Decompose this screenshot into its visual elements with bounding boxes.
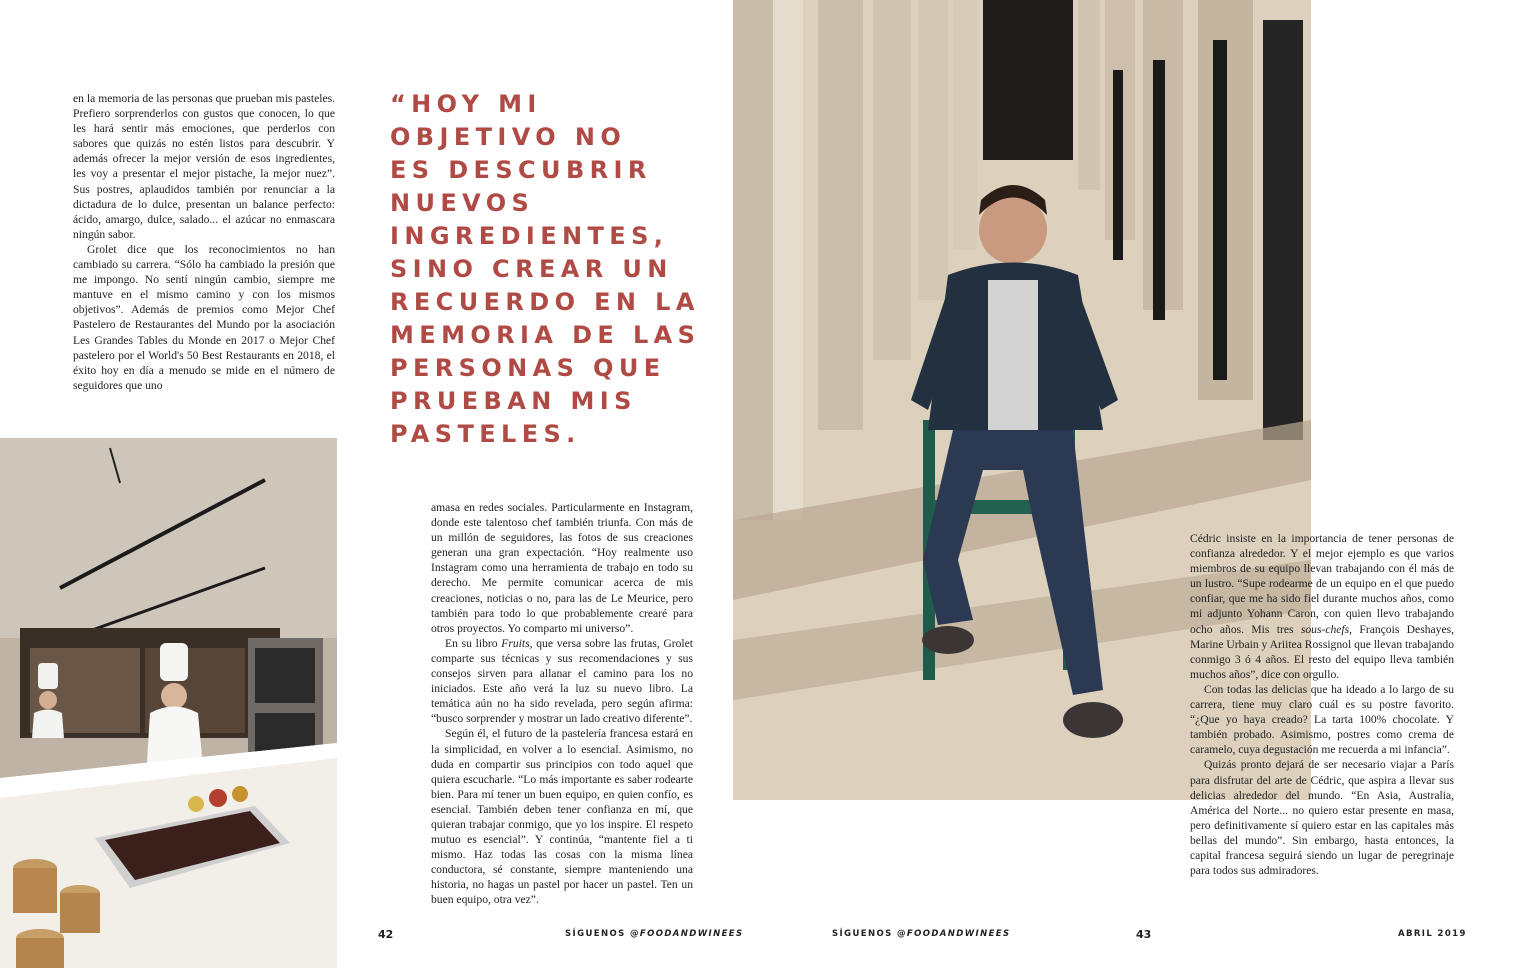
pull-quote (390, 88, 710, 451)
social-prefix: SÍGUENOS @ (832, 929, 907, 939)
kitchen-photo (0, 438, 337, 968)
social-tag-left (565, 929, 744, 939)
body-column-1 (73, 91, 335, 393)
social-handle: FOODANDWINEES (906, 929, 1011, 939)
paragraph: Con todas las delicias que ha ideado a lo largo de su carrera, tiene muy claro cuál es su postre favorito. “¿Que yo haya creado? La tarta 100% chocolate. Y también probado. Asimismo, postres como crema de caramelo, cuya degustación me recuerda a mi infancia”. (1190, 682, 1454, 757)
paragraph: Quizás pronto dejará de ser necesario viajar a París para disfrutar del arte de Cédric, que aspira a llevar sus delicias alrededor del mundo. “En Asia, Australia, América del Norte... no quiero estar presente en masa, pero definitivamente sí quiero estar en las capitales más bellas del mundo”. Sin embargo, hasta entonces, la capital francesa seguirá siendo un lugar de peregrinaje para todos sus admiradores. (1190, 758, 1454, 878)
paragraph: Según él, el futuro de la pastelería francesa estará en la simplicidad, en volver a lo esencial. Asimismo, no duda en compartir sus principios con todo aquel que quiera escucharle. “Lo más importante es saber rodearte bien. Para mí tener un buen equipo, en quien confío, es esencial. También deben tener confianza en mí, que quieran trabajar conmigo, que yo los inspire. El respeto mutuo es esencial”. Y continúa, “mantente fiel a ti mismo. Haz todas las cosas con la misma línea conductora, sé constante, siempre manteniendo una historia, no hagas un pastel por hacer un pastel. Ten un buen equipo, otra vez”. (431, 727, 693, 907)
paragraph: en la memoria de las personas que prueban mis pasteles. Prefiero sorprenderlos con gustos que conocen, lo que les hará sentir más emociones, que perderlos con sabores que quizás no estén listos para descubrir. Y además ofrecer la mejor versión de esos ingredientes, les voy a presentar el mejor pistache, la mejor nuez”. Sus postres, aplaudidos también por renunciar a la dictadura de lo dulce, presentan un balance perfecto: ácido, amargo, dulce, salado... el azúcar no enmascara ningún sabor. (73, 92, 335, 241)
pull-quote-line: PERSONAS QUE (390, 354, 666, 382)
page-number-right: 43 (1136, 928, 1152, 941)
pull-quote-line: MEMORIA DE LAS (390, 321, 701, 349)
pull-quote-line: INGREDIENTES, (390, 222, 669, 250)
social-tag-right (832, 929, 1011, 939)
book-title: Fruits (501, 636, 530, 650)
paragraph (1190, 531, 1454, 682)
pull-quote-line: “HOY MI (390, 90, 542, 118)
paragraph: amasa en redes sociales. Particularmente en Instagram, donde este talentoso chef también triunfa. Con más de un millón de seguidores, las fotos de sus creaciones generan una gran expectación. “Hoy realmente uso Instagram como una herramienta de trabajo en todo su derecho. Me permite comunicar acerca de mis creaciones, noticias o no, para las de Le Meurice, pero también para todo lo que probablemente crearé para otros proyectos. Yo comparto mi universo”. (431, 501, 693, 635)
paragraph: Grolet dice que los reconocimientos no han cambiado su carrera. “Sólo ha cambiado la presión que me impongo. No sentí ningún cambio, siempre me mantuve en el mismo camino y con los mismos objetivos”. Además de premios como Mejor Chef Pastelero de Restaurantes del Mundo por la asociación Les Grandes Tables du Monde en 2017 o Mejor Chef pastelero por el World's 50 Best Restaurants en 2018, el éxito hoy en día a menudo se mide en el número de seguidores que uno (73, 242, 335, 392)
pull-quote-line: NUEVOS (390, 189, 535, 217)
pull-quote-line: ES DESCUBRIR (390, 156, 652, 184)
pull-quote-line: OBJETIVO NO (390, 123, 627, 151)
text-run: , que versa sobre las frutas, Grolet comparte sus técnicas y sus recomendaciones y sus consejos sirven para allanar el camino para los no iniciados. Este año verá la luz su nuevo libro. La temática aún no ha sido revelada, pero según afirma: “busco sorprender y mostrar un lado creativo diferente”. (431, 636, 693, 726)
pull-quote-line: RECUERDO EN LA (390, 288, 700, 316)
italic-term: sous-chefs (1300, 622, 1350, 636)
paragraph (431, 636, 693, 727)
social-handle: FOODANDWINEES (639, 929, 744, 939)
pull-quote-line: SINO CREAR UN (390, 255, 673, 283)
text-run: En su libro (445, 636, 502, 650)
pull-quote-line: PASTELES. (390, 420, 581, 448)
body-column-2 (431, 500, 693, 908)
page-number-left: 42 (378, 928, 394, 941)
body-column-3 (1190, 531, 1454, 878)
issue-date: ABRIL 2019 (1398, 929, 1467, 939)
social-prefix: SÍGUENOS @ (565, 929, 640, 939)
text-run: , François Deshayes, Marine Urbain y Ariitea Rossignol que llevan trabajando conmigo 3 ó 4 años. El resto del equipo lleva también muchos años”, dice con orgullo. (1190, 622, 1454, 681)
pull-quote-line: PRUEBAN MIS (390, 387, 637, 415)
text-run: Cédric insiste en la importancia de tener personas de confianza alrededor. Y el mejor ejemplo es que varios miembros de su equipo llevan trabajando con él más de un lustro. “Supe rodearme de un equipo en el que puedo confiar, que me ha sido fiel durante muchos años, como mi adjunto Yohann Caron, con quien llevo trabajando ocho años. Mis tres (1190, 532, 1454, 636)
kitchen-illustration (0, 438, 337, 968)
